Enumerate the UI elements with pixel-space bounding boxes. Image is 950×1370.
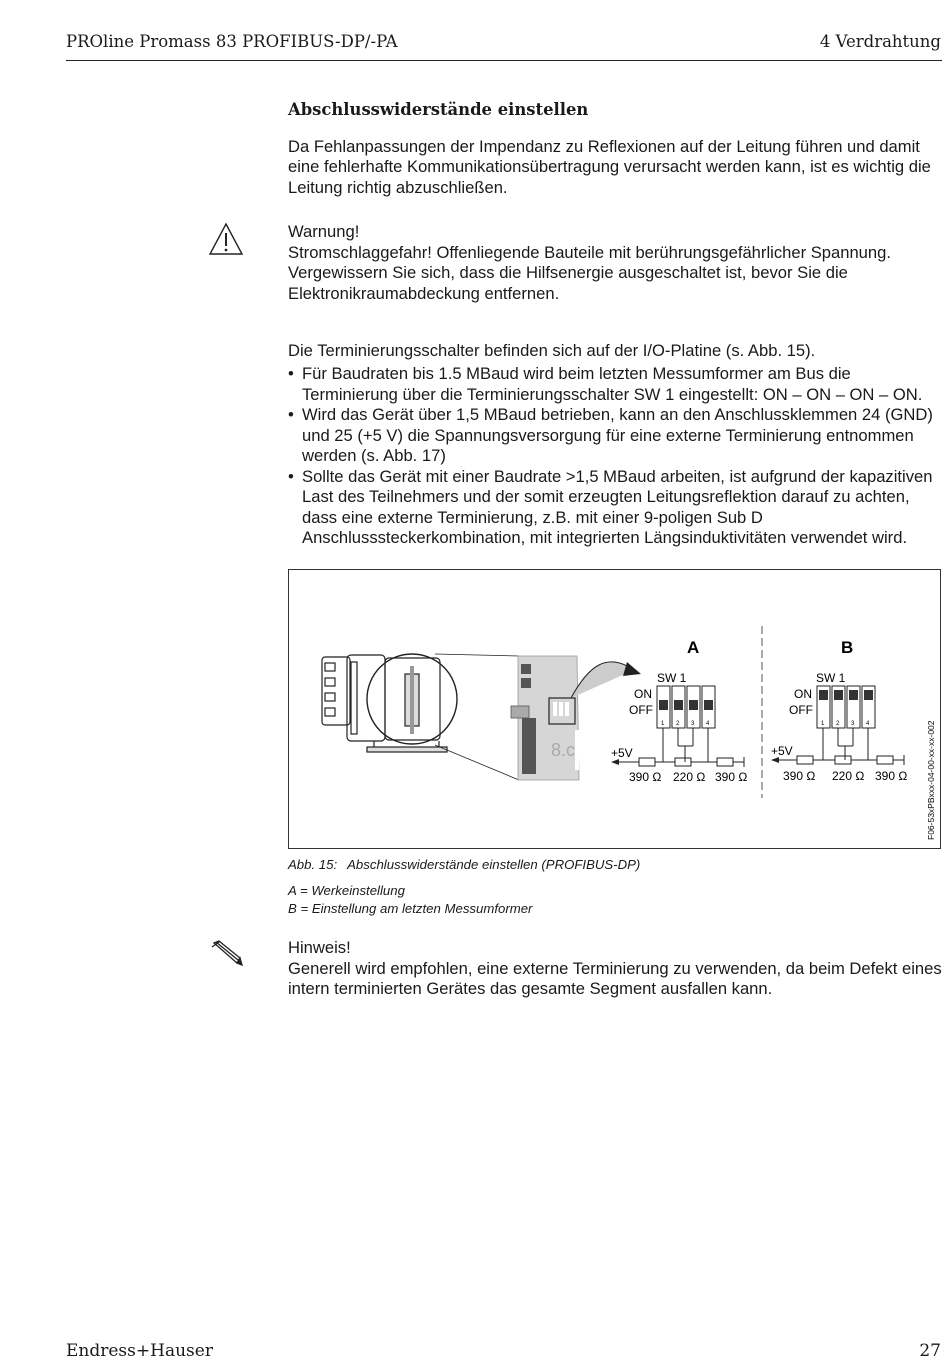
panel-b-off-label: OFF bbox=[789, 703, 813, 717]
section-heading: Abschlusswiderstände einstellen bbox=[288, 100, 589, 119]
pencil-icon bbox=[210, 940, 244, 968]
panel-a-wiring bbox=[617, 728, 744, 767]
list-item: • Wird das Gerät über 1,5 MBaud betrieben, kann an den Anschlussklemmen 24 (GND) und 25 (+5 V) die Spannungsversorgung für eine externe Terminierung entnommen werden (s. Abb. 17) bbox=[288, 405, 943, 467]
note-title: Hinweis! bbox=[288, 938, 351, 957]
figure-code: F06-53xPBxxx-04-00-xx-xx-002 bbox=[926, 720, 936, 840]
bullet-list bbox=[288, 364, 943, 549]
switch-number: 3 bbox=[851, 721, 855, 727]
panel-a-switch-label: SW 1 bbox=[657, 671, 687, 685]
figure-caption-text: Abschlusswiderstände einstellen (PROFIBUS-DP) bbox=[347, 857, 641, 872]
warning-block bbox=[288, 222, 943, 304]
resistor-label: 390 Ω bbox=[629, 770, 662, 784]
warning-title: Warnung! bbox=[288, 222, 360, 241]
figure-caption bbox=[288, 857, 640, 872]
list-item: • Sollte das Gerät mit einer Baudrate >1,5 MBaud arbeiten, ist aufgrund der kapazitiven Last des Teilnehmers und der somit erzeugten Leitungsreflektion darauf zu achten, dass eine externe Terminierung, z.B. mit einer 9-poligen Sub D Anschlusssteckerkombination, mit integrierten Längsinduktivitäten verwendet wird. bbox=[288, 467, 943, 549]
figure-caption-number: Abb. 15: bbox=[288, 857, 338, 872]
resistor-label: 390 Ω bbox=[783, 769, 816, 783]
list-item: • Für Baudraten bis 1.5 MBaud wird beim letzten Messumformer am Bus die Terminierung über die Terminierungsschalter SW 1 eingestellt: ON – ON – ON – ON. bbox=[288, 364, 943, 405]
warning-text: Stromschlaggefahr! Offenliegende Bauteile mit berührungsgefährlicher Spannung. Vergewissern Sie sich, dass die Hilfsenergie ausgeschaltet ist, bevor Sie die Elektronikraumabdeckung entfernen. bbox=[288, 242, 891, 303]
resistor-label: 390 Ω bbox=[715, 770, 748, 784]
transmitter-housing-illustration bbox=[322, 654, 519, 780]
switch-number: 1 bbox=[821, 721, 825, 727]
io-board-illustration bbox=[511, 656, 579, 780]
figure-legend-a: A = Werkeinstellung bbox=[288, 883, 405, 898]
panel-a-supply-label: +5V bbox=[611, 746, 633, 760]
warning-triangle-icon bbox=[208, 222, 244, 256]
note-text: Generell wird empfohlen, eine externe Terminierung zu verwenden, da beim Defekt eines intern terminierten Gerätes das gesamte Segment ausfallen kann. bbox=[288, 958, 942, 998]
svg-text:8.c: 8.c bbox=[551, 740, 576, 760]
switch-number: 3 bbox=[691, 721, 695, 727]
note-block bbox=[288, 938, 943, 1000]
panel-b-supply-label: +5V bbox=[771, 744, 793, 758]
switch-number: 2 bbox=[836, 721, 840, 727]
resistor-label: 390 Ω bbox=[875, 769, 908, 783]
running-header-title: PROline Promass 83 PROFIBUS-DP/-PA bbox=[66, 32, 398, 51]
header-divider bbox=[66, 60, 942, 61]
figure-frame bbox=[288, 569, 941, 849]
panel-a-dip-switch bbox=[657, 686, 715, 728]
panel-a-label: A bbox=[687, 638, 700, 657]
zoom-arrow bbox=[571, 662, 634, 698]
panel-b-switch-label: SW 1 bbox=[816, 671, 846, 685]
switch-number: 2 bbox=[676, 721, 680, 727]
panel-b-wiring bbox=[777, 728, 904, 765]
panel-a-off-label: OFF bbox=[629, 703, 653, 717]
resistor-label: 220 Ω bbox=[673, 770, 706, 784]
intro-paragraph: Da Fehlanpassungen der Impendanz zu Reflexionen auf der Leitung führen und damit eine fehlerhafte Kommunikationsübertragung verursacht werden kann, ist es wichtig die Leitung richtig abzuschließen. bbox=[288, 136, 931, 197]
panel-b-on-label: ON bbox=[794, 687, 812, 701]
running-header-chapter: 4 Verdrahtung bbox=[819, 32, 941, 51]
panel-a-on-label: ON bbox=[634, 687, 652, 701]
switch-number: 1 bbox=[661, 721, 665, 727]
termination-figure bbox=[289, 570, 940, 848]
switch-number: 4 bbox=[706, 721, 710, 727]
footer-brand: Endress+Hauser bbox=[66, 1341, 213, 1361]
panel-b-label: B bbox=[841, 638, 854, 657]
figure-legend-b: B = Einstellung am letzten Messumformer bbox=[288, 901, 533, 916]
panel-b-dip-switch bbox=[817, 686, 875, 728]
page-number: 27 bbox=[919, 1341, 941, 1361]
switch-number: 4 bbox=[866, 721, 870, 727]
resistor-label: 220 Ω bbox=[832, 769, 865, 783]
location-paragraph: Die Terminierungsschalter befinden sich auf der I/O-Platine (s. Abb. 15). bbox=[288, 340, 816, 360]
